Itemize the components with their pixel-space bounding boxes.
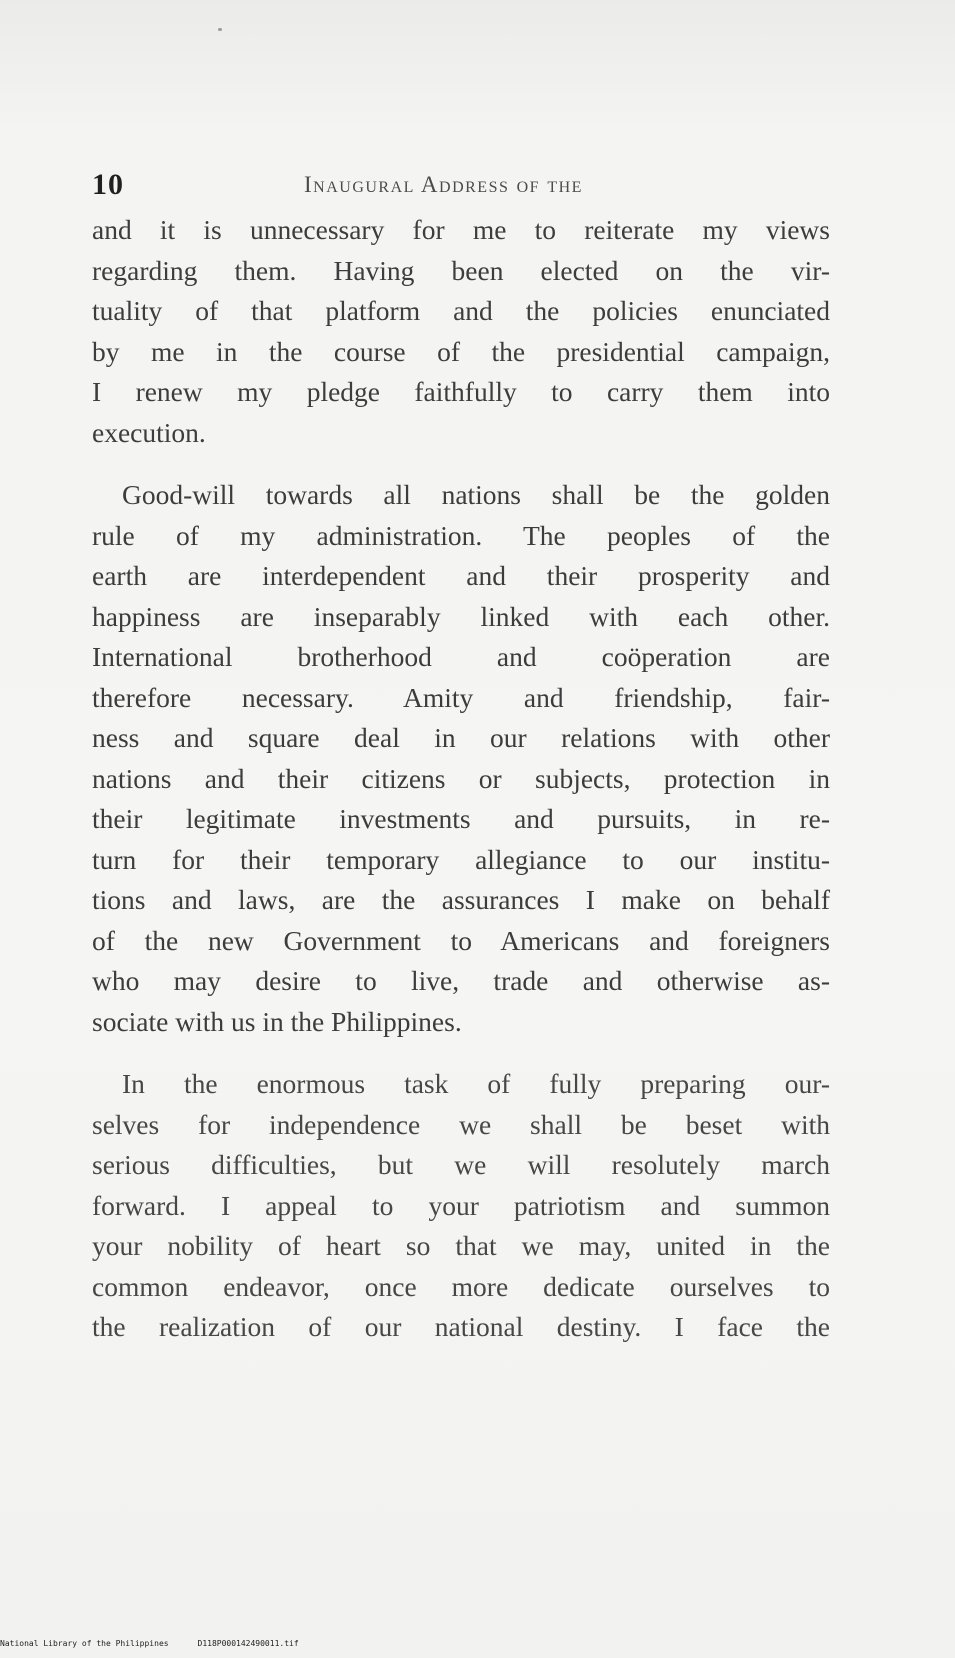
text-line: Good-will towards all nations shall be the golden <box>122 479 830 510</box>
text-line: common endeavor, once more dedicate ourselves to <box>92 1270 830 1302</box>
text-line: therefore necessary. Amity and friendship, fair- <box>92 681 830 713</box>
text-line: nations and their citizens or subjects, protection in <box>92 762 830 794</box>
paragraph-3 <box>92 1064 830 1348</box>
paragraph-gap <box>92 1042 830 1064</box>
text-line: by me in the course of the presidential campaign, <box>92 335 830 367</box>
text-line: serious difficulties, but we will resolutely march <box>92 1149 830 1180</box>
text-line: happiness are inseparably linked with each other. <box>92 600 830 632</box>
text-line: execution. <box>92 416 206 448</box>
text-line: forward. I appeal to your patriotism and summon <box>92 1189 830 1221</box>
text-line: International brotherhood and coöperation are <box>92 641 830 672</box>
running-head: Inaugural Address of the <box>304 172 583 197</box>
text-line: tions and laws, are the assurances I make on behalf <box>92 884 830 915</box>
text-line: I renew my pledge faithfully to carry them into <box>92 376 830 407</box>
body-text <box>92 210 830 1348</box>
text-line: rule of my administration. The peoples of the <box>92 519 830 551</box>
text-line: their legitimate investments and pursuits, in re- <box>92 803 830 834</box>
text-line: regarding them. Having been elected on the vir- <box>92 254 830 286</box>
text-line: selves for independence we shall be beset with <box>92 1108 830 1140</box>
text-line: who may desire to live, trade and otherwise as- <box>92 965 830 996</box>
text-line: and it is unnecessary for me to reiterate my views <box>92 214 830 245</box>
footer-file-id: D118P000142490011.tif <box>197 1639 299 1648</box>
page-number: 10 <box>92 168 124 201</box>
footer-source: National Library of the Philippines <box>0 1639 169 1648</box>
text-line: turn for their temporary allegiance to our institu- <box>92 843 830 875</box>
text-line: your nobility of heart so that we may, united in the <box>92 1230 830 1261</box>
text-line: of the new Government to Americans and foreigners <box>92 924 830 956</box>
paragraph-gap <box>92 453 830 475</box>
text-line: tuality of that platform and the policies enunciated <box>92 295 830 326</box>
paragraph-2 <box>92 475 830 1042</box>
scan-footer <box>0 1639 299 1648</box>
text-line: the realization of our national destiny. I face the <box>92 1311 830 1342</box>
text-line: ness and square deal in our relations with other <box>92 722 830 753</box>
text-line: earth are interdependent and their prosperity and <box>92 560 830 591</box>
paragraph-1 <box>92 210 830 453</box>
text-line: sociate with us in the Philippines. <box>92 1005 462 1037</box>
page-header <box>92 168 872 208</box>
scan-speck <box>218 28 222 31</box>
text-line: In the enormous task of fully preparing our- <box>122 1068 830 1099</box>
